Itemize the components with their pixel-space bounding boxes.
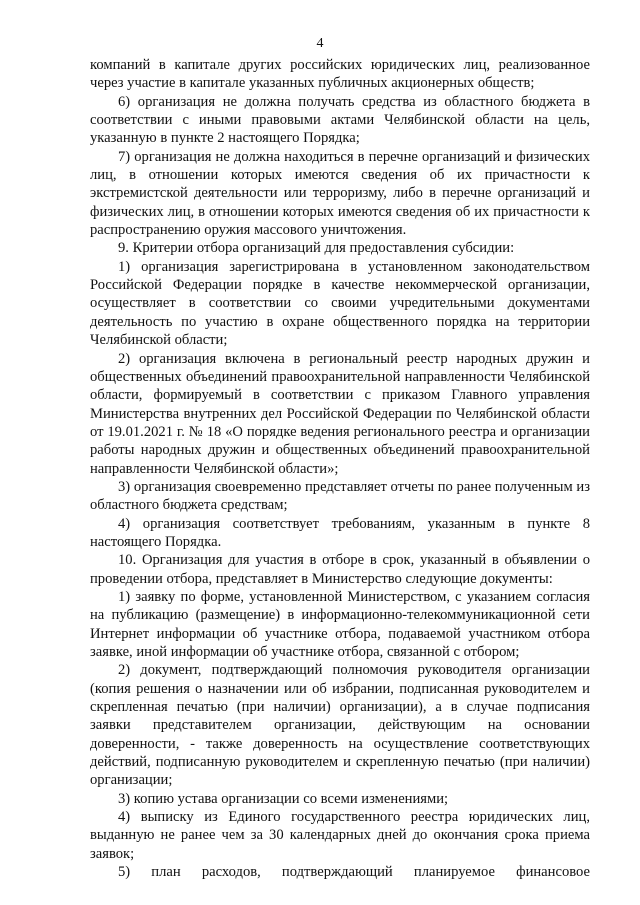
paragraph: 3) организация своевременно представляет отчеты по ранее полученным из областного бюджета средствам;: [90, 478, 590, 514]
paragraph: компаний в капитале других российских юридических лиц, реализованное через участие в капитале указанных публичных акционерных обществ;: [90, 57, 590, 92]
paragraph: 3) копию устава организации со всеми изменениями;: [118, 790, 449, 807]
section-heading: 9. Критерии отбора организаций для предоставления субсидии:: [118, 240, 515, 257]
paragraph: 4) выписку из Единого государственного реестра юридических лиц, выданную не ранее чем за 30 календарных дней до окончания срока приема заявок;: [90, 809, 590, 862]
paragraph: 7) организация не должна находиться в перечне организаций и физических лиц, в отношении которых имеются сведения об их причастности к экстремистской деятельности или терроризму, либо в перечне организаций и физических лиц, в отношении которых имеются сведения об их причастности к распространению оружия массового уничтожения.: [90, 148, 590, 239]
page-number: 4: [316, 36, 324, 51]
paragraph: 2) организация включена в региональный реестр народных дружин и общественных объединений правоохранительной направленности Челябинской области, формируемый в соответствии с приказом Главного управления Министерства внутренних дел Российской Федерации по Челябинской области от 19.01.2021 г. № 18 «О порядке ведения регионального реестра и организации работы народных дружин и общественных объединений правоохранительной направленности Челябинской области»;: [90, 350, 590, 477]
document-body: [90, 56, 590, 881]
paragraph: 1) заявку по форме, установленной Министерством, с указанием согласия на публикацию (размещение) в информационно-телекоммуникационной сети Интернет информации об участнике отбора, подаваемой участником отбора заявке, иной информации об участнике отбора, связанной с отбором;: [90, 588, 590, 660]
paragraph: 1) организация зарегистрирована в установленном законодательством Российской Федерации порядке в качестве некоммерческой организации, осуществляет в соответствии со своими учредительными документами деятельность по участию в охране общественного порядка на территории Челябинской области;: [90, 258, 590, 349]
section-heading: 10. Организация для участия в отборе в срок, указанный в объявлении о проведении отбора, представляет в Министерство следующие документы:: [90, 552, 590, 587]
paragraph-continued: 5) план расходов, подтверждающий планируемое финансовое: [118, 864, 590, 881]
paragraph: 6) организация не должна получать средства из областного бюджета в соответствии с иными правовыми актами Челябинской области на цель, указанную в пункте 2 настоящего Порядка;: [90, 93, 590, 147]
paragraph: 2) документ, подтверждающий полномочия руководителя организации (копия решения о назначении или об избрании, подписанная руководителем и скрепленная печатью (при наличии) организации), а в случае подписания заявки представителем организации, действующим на основании доверенности, - также доверенность на осуществление соответствующих действий, подписанную руководителем и скрепленную печатью (при наличии) организации;: [90, 662, 590, 789]
paragraph: 4) организация соответствует требованиям, указанным в пункте 8 настоящего Порядка.: [90, 515, 590, 550]
